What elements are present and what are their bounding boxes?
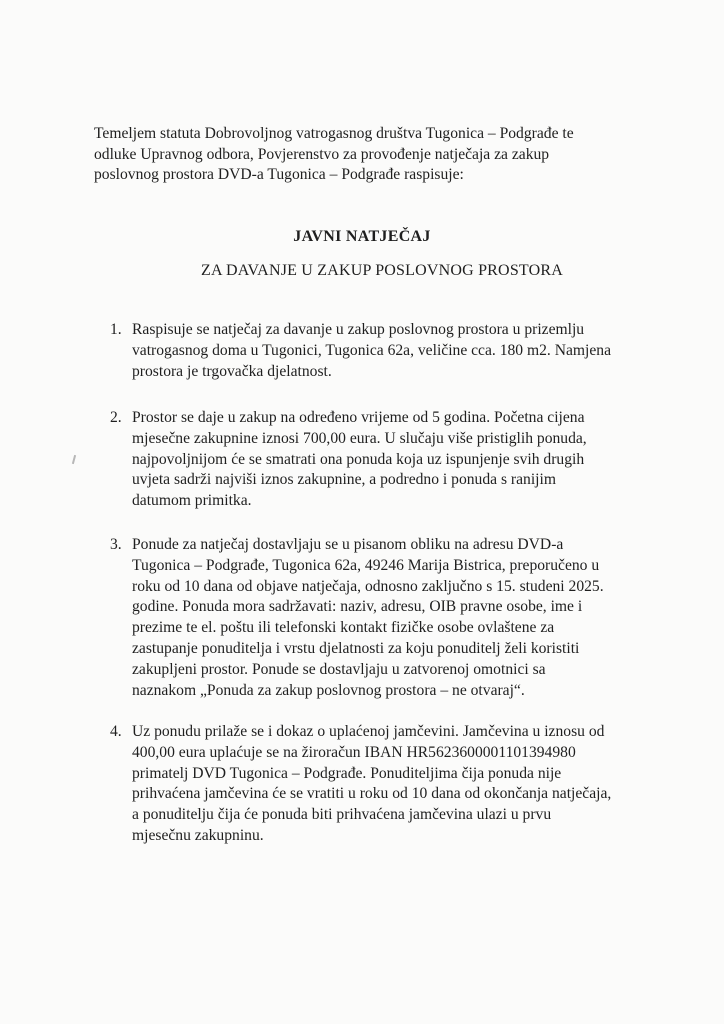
item-line: zastupanje ponuditelja i vrstu djelatnosti za koju ponuditelj želi koristiti [132,639,580,657]
item-text [132,320,650,382]
item-line: Uz ponudu prilaže se i dokaz o uplaćenoj jamčevini. Jamčevina u iznosu od [132,723,605,740]
document-subtitle: ZA DAVANJE U ZAKUP POSLOVNOG PROSTORA [201,262,563,279]
item-line: prihvaćena jamčevina će se vratiti u roku od 10 dana od okončanja natječaja, [132,785,612,803]
item-line: 400,00 eura uplaćuje se na žiroračun IBAN HR5623600001101394980 [132,743,576,761]
item-number: 3. [110,536,122,553]
item-line: roku od 10 dana od objave natječaja, odnosno zaključno s 15. studeni 2025. [132,577,604,595]
item-line: najpovoljnijom će se smatrati ona ponuda koja uz ispunjenje svih drugih [132,450,585,468]
item-line: zakupljeni prostor. Ponude se dostavljaju u zatvorenoj omotnici sa [132,660,546,678]
item-text [132,535,650,701]
item-line: Ponude za natječaj dostavljaju se u pisanom obliku na adresu DVD-a [132,536,564,553]
item-line: prezime te el. poštu ili telefonski kontakt fizičke osobe ovlaštene za [132,619,555,637]
item-line: uvjeta sadrži najviši iznos zakupnine, a podredno i ponuda s ranijim [132,471,556,489]
item-number: 1. [110,321,122,338]
list-item-2 [110,408,650,512]
intro-line: odluke Upravnog odbora, Povjerenstvo za provođenje natječaja za zakup [94,145,550,163]
item-line: mjesečnu zakupninu. [132,826,264,844]
document-title: JAVNI NATJEČAJ [293,228,431,245]
item-line: primatelj DVD Tugonica – Podgrađe. Ponuditeljima čija ponuda nije [132,764,562,782]
intro-paragraph [94,124,614,186]
item-line: godine. Ponuda mora sadržavati: naziv, adresu, OIB pravne osobe, ime i [132,598,583,616]
item-line: prostora je trgovačka djelatnost. [132,362,332,380]
scan-mark [72,455,76,464]
item-line: naznakom „Ponuda za zakup poslovnog prostora – ne otvaraj“. [132,681,525,699]
list-item-1 [110,320,650,382]
item-text [132,408,650,512]
item-line: mjesečne zakupnine iznosi 700,00 eura. U slučaju više pristiglih ponuda, [132,429,587,447]
item-line: a ponuditelju čija će ponuda biti prihvaćena jamčevina ulazi u prvu [132,806,552,824]
list-item-4 [110,722,650,847]
item-line: Prostor se daje u zakup na određeno vrijeme od 5 godina. Početna cijena [132,409,585,426]
intro-line: Temeljem statuta Dobrovoljnog vatrogasnog društva Tugonica – Podgrađe te [94,125,574,142]
item-number: 4. [110,723,122,740]
intro-line: poslovnog prostora DVD-a Tugonica – Podgrađe raspisuje: [94,166,464,183]
item-text [132,722,650,847]
item-line: datumom primitka. [132,492,252,510]
item-number: 2. [110,409,122,426]
item-line: vatrogasnog doma u Tugonici, Tugonica 62a, veličine cca. 180 m2. Namjena [132,341,611,359]
item-line: Raspisuje se natječaj za davanje u zakup poslovnog prostora u prizemlju [132,321,585,338]
item-line: Tugonica – Podgrađe, Tugonica 62a, 49246 Marija Bistrica, preporučeno u [132,556,600,574]
list-item-3 [110,535,650,701]
